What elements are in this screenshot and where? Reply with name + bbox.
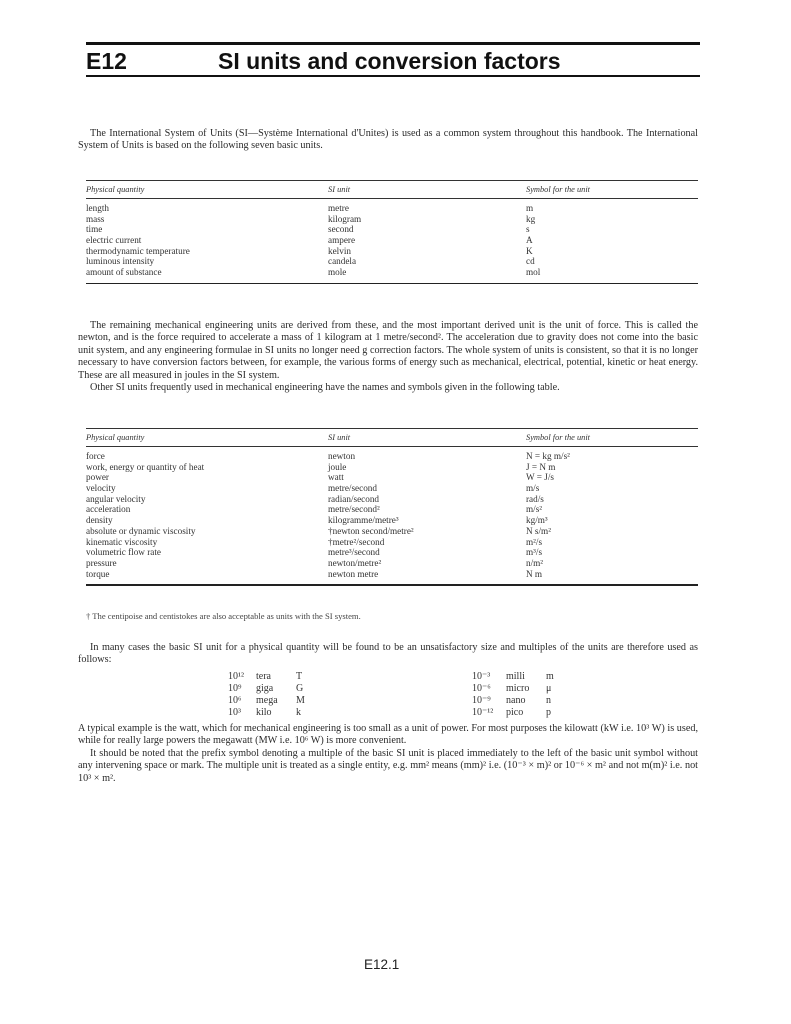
cell-quantity: mass (86, 213, 105, 224)
cell-symbol: rad/s (526, 493, 544, 504)
prefix-factor: 10⁻³ (472, 670, 491, 682)
cell-quantity: torque (86, 568, 110, 579)
prefix-row (228, 670, 305, 682)
cell-unit: †newton second/metre² (328, 525, 414, 536)
cell-quantity: density (86, 515, 113, 526)
watt-example-text: A typical example is the watt, which for mechanical engineering is too small as a unit of power. For most purposes the kilowatt (kW i.e. 10³ W) is used, while for really large powers the megawatt (MW i.e. 10⁶ W) is more convenient. (78, 723, 698, 747)
cell-quantity: angular velocity (86, 493, 146, 504)
prefix-factor: 10⁻¹² (472, 707, 494, 719)
header-physical-quantity: Physical quantity (86, 185, 145, 194)
prefix-name: giga (256, 682, 274, 694)
table-body (86, 199, 698, 283)
cell-symbol: m (526, 203, 534, 213)
table-row (86, 214, 698, 225)
table-row (86, 451, 698, 462)
table-header (86, 181, 698, 198)
prefix-name: milli (506, 670, 525, 682)
prefix-factor: 10⁻⁶ (472, 682, 491, 694)
intro-text: The International System of Units (SI—Système International d'Unites) is used as a common system throughout this handbook. The International System of Units is based on the following seven basic units. (78, 128, 698, 152)
table-row (86, 504, 698, 515)
table-row (86, 203, 698, 214)
cell-symbol: cd (526, 256, 535, 267)
table-row (86, 235, 698, 246)
cell-unit: kilogramme/metre³ (328, 515, 399, 526)
prefix-name: tera (256, 670, 271, 682)
header-symbol: Symbol for the unit (526, 433, 590, 442)
table-row (86, 472, 698, 483)
prefix-factor: 10⁹ (228, 682, 242, 694)
prefix-row (472, 682, 554, 694)
prefix-name: mega (256, 694, 278, 706)
cell-quantity: amount of substance (86, 267, 162, 278)
prefix-symbol: m (546, 670, 554, 682)
prefix-symbol: G (296, 682, 304, 694)
cell-quantity: electric current (86, 235, 142, 246)
cell-quantity: absolute or dynamic viscosity (86, 525, 196, 536)
cell-unit: metre/second (328, 483, 377, 494)
cell-symbol: W = J/s (526, 472, 554, 483)
cell-unit: newton metre (328, 568, 379, 579)
cell-symbol: mol (526, 267, 541, 278)
derived-units-paragraph (78, 320, 698, 394)
cell-unit: metre/second² (328, 504, 380, 515)
table-row (86, 537, 698, 548)
header-rule-top (86, 42, 700, 45)
cell-quantity: length (86, 203, 109, 213)
table-row (86, 547, 698, 558)
cell-unit: joule (328, 461, 347, 472)
table-row (86, 569, 698, 580)
cell-symbol: kg (526, 213, 536, 224)
cell-symbol: m³/s (526, 547, 543, 558)
prefix-factor: 10⁻⁹ (472, 694, 491, 706)
cell-unit: newton (328, 451, 356, 461)
cell-quantity: volumetric flow rate (86, 547, 162, 558)
prefix-list-submultiples (472, 670, 554, 719)
prefix-symbol: p (546, 707, 551, 719)
cell-symbol: m²/s (526, 536, 543, 547)
prefix-row (228, 694, 305, 706)
cell-quantity: luminous intensity (86, 256, 155, 267)
cell-symbol: N = kg m/s² (526, 451, 570, 461)
section-code: E12 (86, 48, 127, 74)
prefix-name: nano (506, 694, 526, 706)
header-si-unit: SI unit (328, 433, 351, 442)
table-body (86, 447, 698, 584)
table-header (86, 429, 698, 446)
cell-quantity: force (86, 451, 105, 461)
intro-paragraph (78, 128, 698, 153)
cell-unit: watt (328, 472, 344, 483)
derived-units-table (86, 428, 698, 586)
prefix-factor: 10³ (228, 707, 241, 719)
header-si-unit: SI unit (328, 185, 351, 194)
table-row (86, 267, 698, 278)
table-row (86, 483, 698, 494)
cell-unit: kilogram (328, 213, 362, 224)
cell-quantity: pressure (86, 557, 117, 568)
cell-unit: second (328, 224, 354, 235)
cell-quantity: acceleration (86, 504, 131, 515)
cell-unit: †metre²/second (328, 536, 385, 547)
cell-symbol: N m (526, 568, 543, 579)
cell-symbol: K (526, 245, 533, 256)
prefix-symbol: n (546, 694, 551, 706)
cell-unit: metre³/second (328, 547, 380, 558)
prefix-row (472, 670, 554, 682)
other-units-text: Other SI units frequently used in mechanical engineering have the names and symbols given in the following table. (90, 382, 560, 394)
table-row (86, 224, 698, 235)
multiples-paragraph (78, 642, 698, 667)
header-physical-quantity: Physical quantity (86, 433, 145, 442)
table-row (86, 558, 698, 569)
table-row (86, 462, 698, 473)
header-rule-bottom (86, 75, 700, 77)
cell-symbol: m/s (526, 483, 540, 494)
cell-quantity: power (86, 472, 109, 483)
page-title: SI units and conversion factors (218, 48, 561, 74)
prefix-factor: 10⁶ (228, 694, 242, 706)
cell-quantity: velocity (86, 483, 116, 494)
cell-symbol: A (526, 235, 533, 246)
prefix-name: pico (506, 707, 524, 719)
table-row (86, 494, 698, 505)
cell-symbol: n/m² (526, 557, 544, 568)
table-row (86, 256, 698, 267)
table-row (86, 526, 698, 537)
prefix-rule-text: It should be noted that the prefix symbol denoting a multiple of the basic SI unit is placed immediately to the left of the basic unit symbol without any intervening space or mark. The multiple unit is treated as a single entity, e.g. mm² means (mm)² i.e. (10⁻³ × m)² or 10⁻⁶ × m² and not m(m)² i.e. not 10³ × m². (78, 747, 698, 784)
prefix-row (472, 707, 554, 719)
table-footnote: † The centipoise and centistokes are also acceptable as units with the SI system. (86, 611, 361, 621)
prefix-name: micro (506, 682, 530, 694)
cell-symbol: J = N m (526, 461, 556, 472)
cell-unit: radian/second (328, 493, 380, 504)
cell-unit: kelvin (328, 245, 351, 256)
prefix-row (228, 682, 305, 694)
prefix-row (228, 707, 305, 719)
cell-unit: candela (328, 256, 357, 267)
cell-unit: metre (328, 203, 349, 213)
page-number: E12.1 (364, 957, 400, 972)
table-row (86, 515, 698, 526)
table-rule-bottom (86, 283, 698, 285)
cell-unit: newton/metre² (328, 557, 382, 568)
table-rule-bottom (86, 584, 698, 586)
prefix-name: kilo (256, 707, 272, 719)
cell-symbol: s (526, 224, 530, 235)
cell-quantity: time (86, 224, 103, 235)
prefix-symbol: T (296, 670, 303, 682)
prefix-factor: 10¹² (228, 670, 244, 682)
prefix-symbol: μ (546, 682, 552, 694)
cell-quantity: work, energy or quantity of heat (86, 461, 205, 472)
derived-units-text: The remaining mechanical engineering units are derived from these, and the most important derived unit is the unit of force. This is called the newton, and is the force required to accelerate a mass of 1 kilogram at 1 metre/second². The acceleration due to gravity does not come into the basic unit system, and any engineering formulae in SI units no longer need g correction factors. The whole system of units is consistent, so that it is no longer necessary to have conversion factors between, for example, the various forms of energy such as mechanical, electrical, potential, kinetic or heat energy. These are all measured in joules in the SI system. (78, 320, 698, 381)
cell-quantity: kinematic viscosity (86, 536, 158, 547)
base-units-table (86, 180, 698, 284)
cell-unit: mole (328, 267, 347, 278)
cell-unit: ampere (328, 235, 356, 246)
cell-quantity: thermodynamic temperature (86, 245, 190, 256)
table-row (86, 246, 698, 257)
prefix-list-multiples (228, 670, 305, 719)
closing-paragraphs (78, 723, 698, 785)
multiples-intro-text: In many cases the basic SI unit for a physical quantity will be found to be an unsatisfactory size and multiples of the units are therefore used as follows: (78, 642, 698, 666)
cell-symbol: N s/m² (526, 525, 551, 536)
prefix-symbol: M (296, 694, 305, 706)
cell-symbol: kg/m³ (526, 515, 548, 526)
header-symbol: Symbol for the unit (526, 185, 590, 194)
cell-symbol: m/s² (526, 504, 543, 515)
prefix-row (472, 694, 554, 706)
prefix-symbol: k (296, 707, 301, 719)
